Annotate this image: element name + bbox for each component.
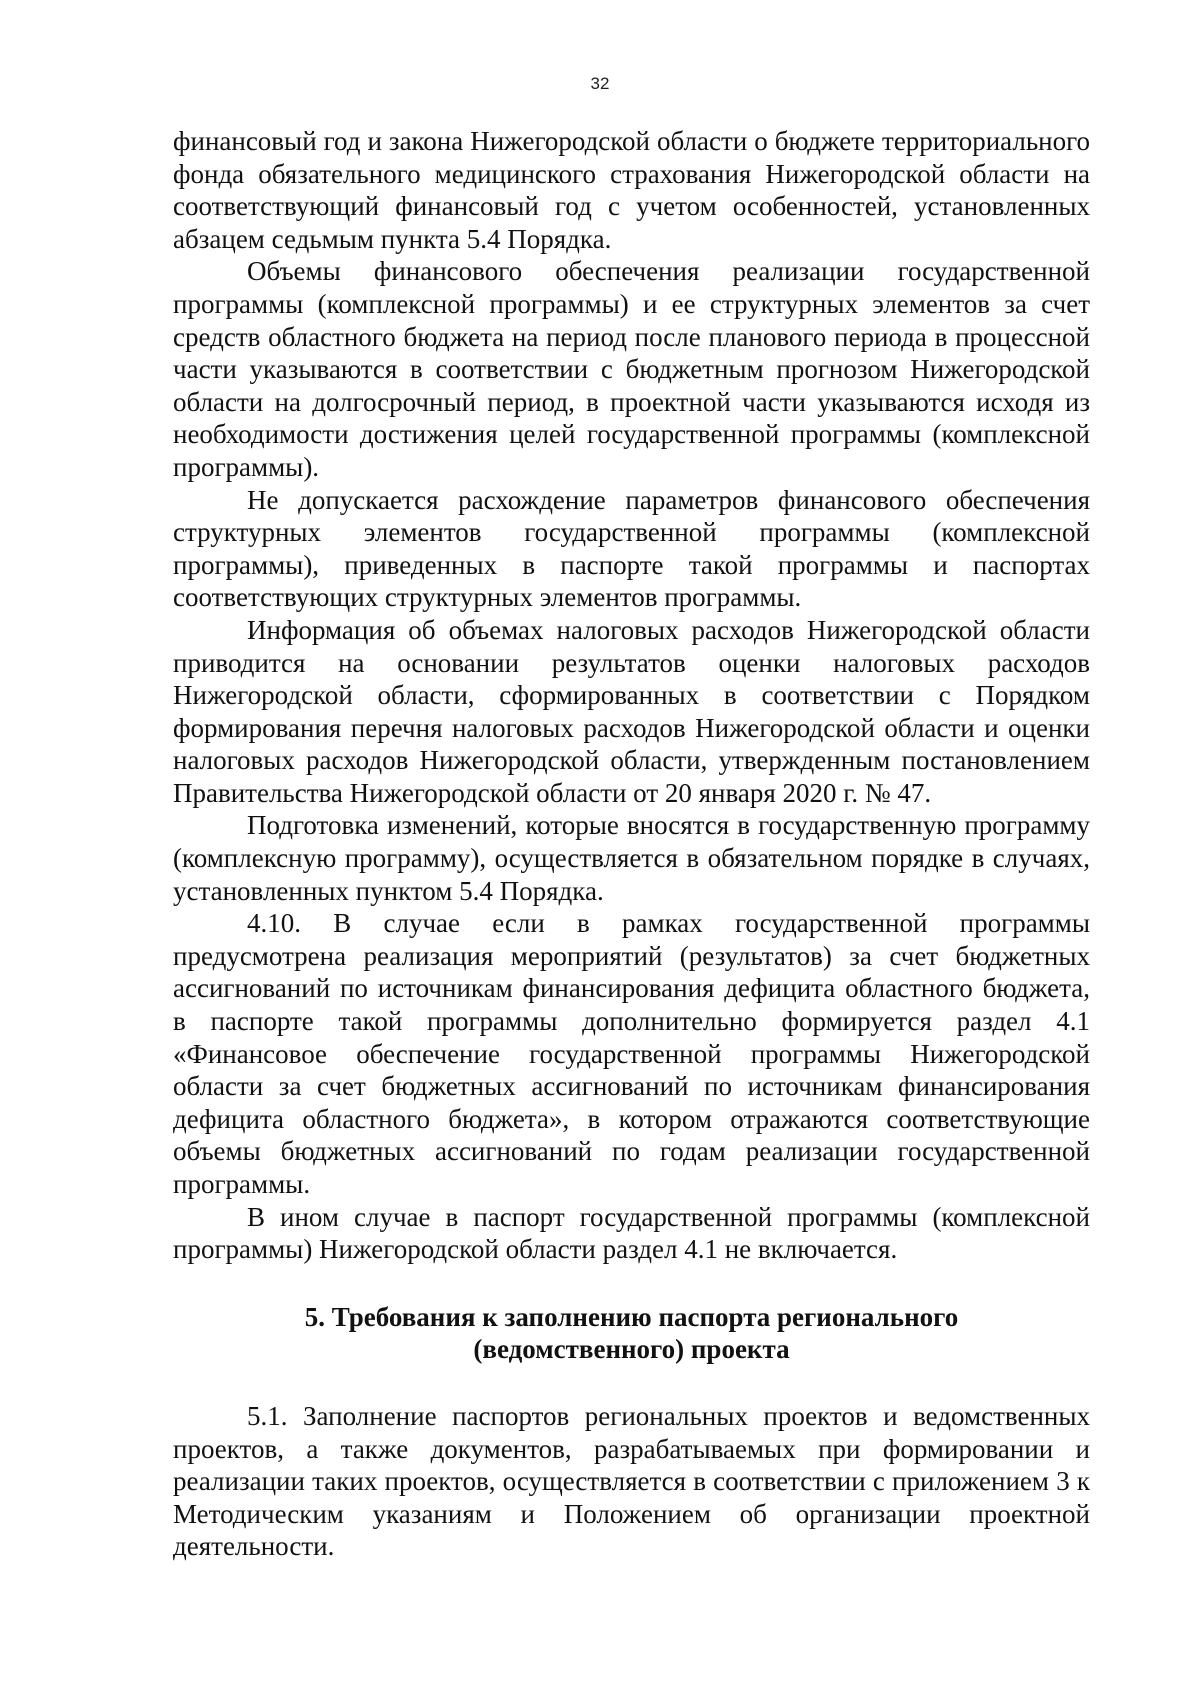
paragraph-funding-volumes: Объемы финансового обеспечения реализации государственной программы (комплексной программы) и ее структурных элементов за счет средств областного бюджета на период после планового периода в процессной части указываются в соответствии с бюджетным прогнозом Нижегородской области на долгосрочный период, в проектной части указываются исходя из необходимости достижения целей государственной программы (комплексной программы). xyxy=(173,256,1090,482)
section-heading-line-1: 5. Требования к заполнению паспорта регионального xyxy=(304,1301,959,1332)
page-number: 32 xyxy=(590,74,610,93)
section-heading xyxy=(173,1301,1090,1366)
paragraph-clause-5-1: 5.1. Заполнение паспортов региональных проектов и ведомственных проектов, а также документов, разрабатываемых при формировании и реализации таких проектов, осуществляется в соответствии с приложением 3 к Методическим указаниям и Положением об организации проектной деятельности. xyxy=(173,1400,1090,1562)
paragraph-no-discrepancy: Не допускается расхождение параметров финансового обеспечения структурных элементов государственной программы (комплексной программы), приведенных в паспорте такой программы и паспортах соответствующих структурных элементов программы. xyxy=(173,484,1090,613)
paragraph-continuation: финансовый год и закона Нижегородской области о бюджете территориального фонда обязательного медицинского страхования Нижегородской области на соответствующий финансовый год с учетом особенностей, установленных абзацем седьмым пункта 5.4 Порядка. xyxy=(173,126,1090,254)
paragraph-amendments: Подготовка изменений, которые вносятся в государственную программу (комплексную программу), осуществляется в обязательном порядке в случаях, установленных пунктом 5.4 Порядка. xyxy=(173,810,1090,906)
document-body xyxy=(173,125,1090,1563)
paragraph-tax-expenditures: Информация об объемах налоговых расходов Нижегородской области приводится на основании результатов оценки налоговых расходов Нижегородской области, сформированных в соответствии с Порядком формирования перечня налоговых расходов Нижегородской области и оценки налоговых расходов Нижегородской области, утвержденным постановлением Правительства Нижегородской области от 20 января 2020 г. № 47. xyxy=(173,614,1090,808)
paragraph-clause-4-10: 4.10. В случае если в рамках государственной программы предусмотрена реализация мероприятий (результатов) за счет бюджетных ассигнований по источникам финансирования дефицита областного бюджета, в паспорте такой программы дополнительно формируется раздел 4.1 «Финансовое обеспечение государственной программы Нижегородской области за счет бюджетных ассигнований по источникам финансирования дефицита областного бюджета», в котором отражаются соответствующие объемы бюджетных ассигнований по годам реализации государственной программы. xyxy=(173,908,1090,1199)
section-heading-line-2: (ведомственного) проекта xyxy=(473,1334,790,1365)
paragraph-otherwise: В ином случае в паспорт государственной программы (комплексной программы) Нижегородской области раздел 4.1 не включается. xyxy=(173,1201,1090,1265)
